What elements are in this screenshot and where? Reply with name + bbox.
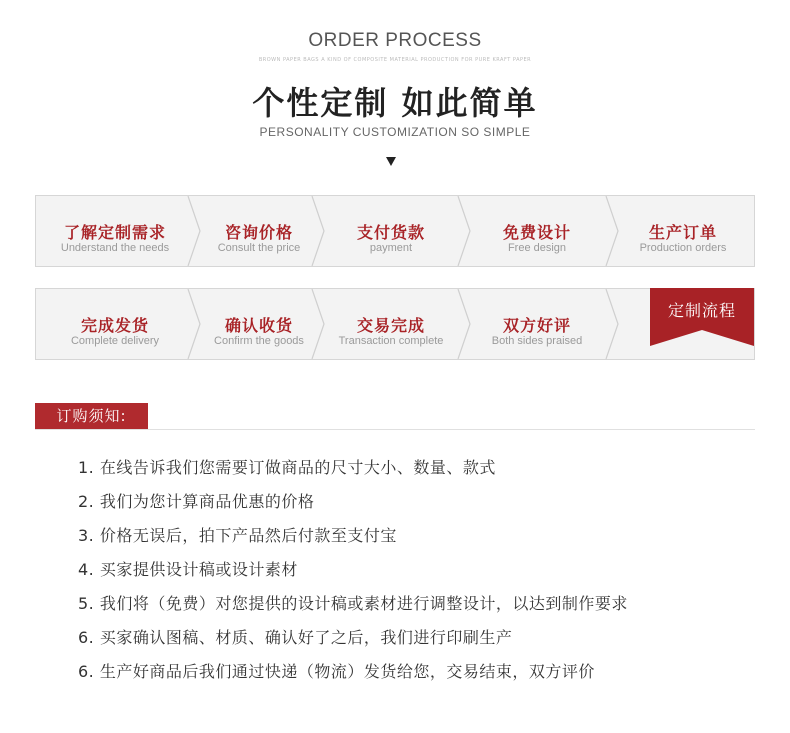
process-step (324, 289, 458, 359)
process-step (194, 289, 324, 359)
step-title: 生产订单 (648, 223, 717, 242)
process-step (36, 289, 194, 359)
step-subtitle: Both sides praised (491, 335, 583, 347)
process-step (466, 289, 608, 359)
step-title: 支付货款 (356, 223, 425, 242)
step-title: 免费设计 (502, 223, 571, 242)
step-subtitle: Production orders (639, 242, 727, 254)
list-item: 3. 价格无误后，拍下产品然后付款至支付宝 (78, 526, 397, 545)
list-item: 1. 在线告诉我们您需要订做商品的尺寸大小、数量、款式 (78, 458, 496, 477)
process-step (324, 196, 458, 266)
step-subtitle: payment (369, 242, 413, 254)
step-subtitle: Complete delivery (70, 335, 160, 347)
step-title: 交易完成 (356, 316, 425, 335)
step-title: 咨询价格 (224, 223, 293, 242)
list-item: 6. 买家确认图稿、材质、确认好了之后，我们进行印刷生产 (78, 628, 513, 647)
step-subtitle: Understand the needs (60, 242, 170, 254)
step-subtitle: Transaction complete (338, 335, 444, 347)
list-item: 2. 我们为您计算商品优惠的价格 (78, 492, 315, 511)
step-title: 确认收货 (224, 316, 293, 335)
step-title: 双方好评 (502, 316, 571, 335)
main-subtitle: PERSONALITY CUSTOMIZATION SO SIMPLE (259, 125, 531, 139)
step-title: 了解定制需求 (63, 223, 166, 242)
custom-process-ribbon (650, 288, 754, 346)
process-row-2 (35, 288, 755, 360)
order-process-heading: ORDER PROCESS (308, 30, 482, 51)
arrow-down-icon (386, 157, 396, 166)
chevron-separator-icon (602, 289, 626, 359)
step-title: 完成发货 (80, 316, 149, 335)
order-notice-label: 订购须知: (35, 403, 148, 430)
main-title: 个性定制 如此简单 (252, 84, 538, 122)
divider (35, 429, 755, 430)
process-step (194, 196, 324, 266)
order-notice-list (78, 455, 628, 693)
process-step (612, 196, 754, 266)
order-process-subheading: BROWN PAPER BAGS A KIND OF COMPOSITE MATERIAL PRODUCTION FOR PURE KRAFT PAPER (258, 57, 532, 63)
process-step (466, 196, 608, 266)
list-item: 5. 我们将（免费）对您提供的设计稿或素材进行调整设计，以达到制作要求 (78, 594, 628, 613)
process-step (36, 196, 194, 266)
step-subtitle: Free design (507, 242, 567, 254)
step-subtitle: Consult the price (217, 242, 301, 254)
step-subtitle: Confirm the goods (214, 335, 304, 347)
list-item: 4. 买家提供设计稿或设计素材 (78, 560, 298, 579)
list-item: 6. 生产好商品后我们通过快递（物流）发货给您，交易结束，双方评价 (78, 662, 595, 681)
process-row-1 (35, 195, 755, 267)
ribbon-label: 定制流程 (667, 301, 736, 320)
